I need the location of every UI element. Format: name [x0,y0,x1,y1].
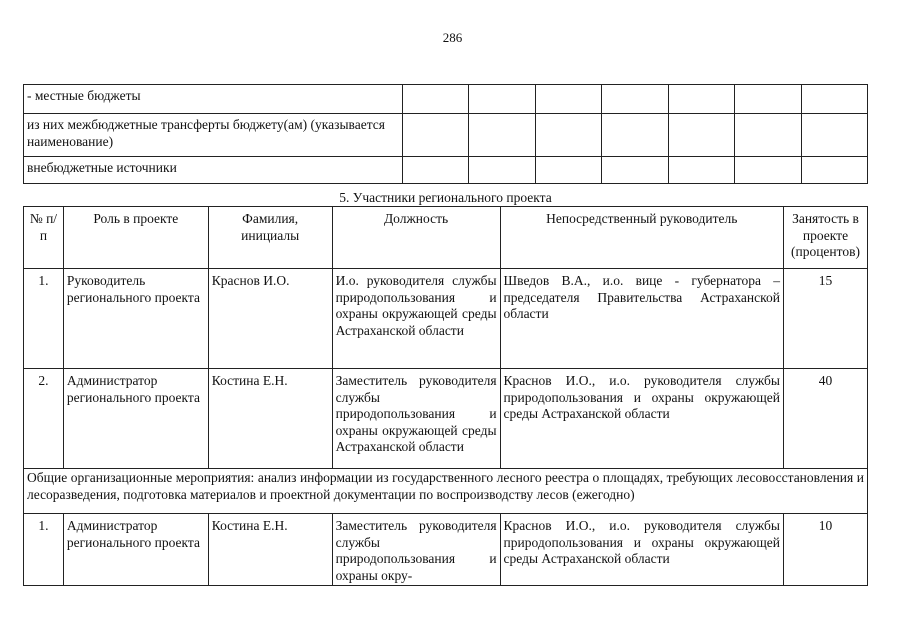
cell-role: Руководитель регионального проекта [63,269,208,369]
cell-name: Костина Е.Н. [208,369,332,469]
participants-table [23,206,868,586]
header-employment: Занятость в проекте (процентов) [783,207,867,269]
table-cell [535,157,601,184]
table-cell [403,157,469,184]
table-row [24,514,868,586]
table-row [24,269,868,369]
table-cell [801,157,867,184]
general-activities: Общие организационные мероприятия: анализ информации из государственного лесного реестра о площадях, требующих лесовосстановления и лесоразведения, подготовка материалов и проектной документации по воспроизводству лесов (ежегодно) [24,469,868,514]
table-cell [735,85,801,114]
table-header-row [24,207,868,269]
cell-employment: 15 [783,269,867,369]
table-cell [602,157,668,184]
cell-num: 1. [24,269,64,369]
table-cell [801,114,867,157]
section-title: 5. Участники регионального проекта [339,190,552,205]
budget-table [23,84,868,184]
header-supervisor: Непосредственный руководитель [500,207,783,269]
table-row [24,157,868,184]
cell-supervisor: Краснов И.О., и.о. руководителя службы природопользования и охраны окружающей среды Астраханской области [500,514,783,586]
cell-name: Костина Е.Н. [208,514,332,586]
table-cell [668,114,734,157]
cell-employment: 40 [783,369,867,469]
header-position: Должность [332,207,500,269]
table-cell [469,114,535,157]
table-cell [403,85,469,114]
table-cell [668,157,734,184]
cell-role: Администратор регионального проекта [63,514,208,586]
table-cell [735,157,801,184]
table-cell [403,114,469,157]
table-cell [801,85,867,114]
table-row [24,85,868,114]
cell-supervisor: Краснов И.О., и.о. руководителя службы природопользования и охраны окружающей среды Астраханской области [500,369,783,469]
table-cell [535,85,601,114]
header-name: Фамилия, инициалы [208,207,332,269]
table-cell [469,157,535,184]
table-cell [469,85,535,114]
table-row [24,469,868,514]
header-num: № п/п [24,207,64,269]
table-cell [668,85,734,114]
table-row [24,114,868,157]
budget-row-label: из них межбюджетные трансферты бюджету(ам) (указывается наименование) [24,114,403,157]
cell-employment: 10 [783,514,867,586]
budget-row-label: внебюджетные источники [24,157,403,184]
cell-position: И.о. руководителя службы природопользования и охраны окружающей среды Астраханской области [332,269,500,369]
table-cell [602,85,668,114]
table-row [24,369,868,469]
budget-row-label: - местные бюджеты [24,85,403,114]
cell-num: 2. [24,369,64,469]
table-cell [535,114,601,157]
table-cell [735,114,801,157]
cell-position: Заместитель руководителя службы природопользования и охраны окружающей среды Астраханской области [332,369,500,469]
header-role: Роль в проекте [63,207,208,269]
cell-name: Краснов И.О. [208,269,332,369]
table-cell [602,114,668,157]
cell-supervisor: Шведов В.А., и.о. вице - губернатора – председателя Правительства Астраханской области [500,269,783,369]
cell-position: Заместитель руководителя службы природопользования и охраны окру- [332,514,500,586]
cell-num: 1. [24,514,64,586]
page-number: 286 [442,30,463,45]
cell-role: Администратор регионального проекта [63,369,208,469]
